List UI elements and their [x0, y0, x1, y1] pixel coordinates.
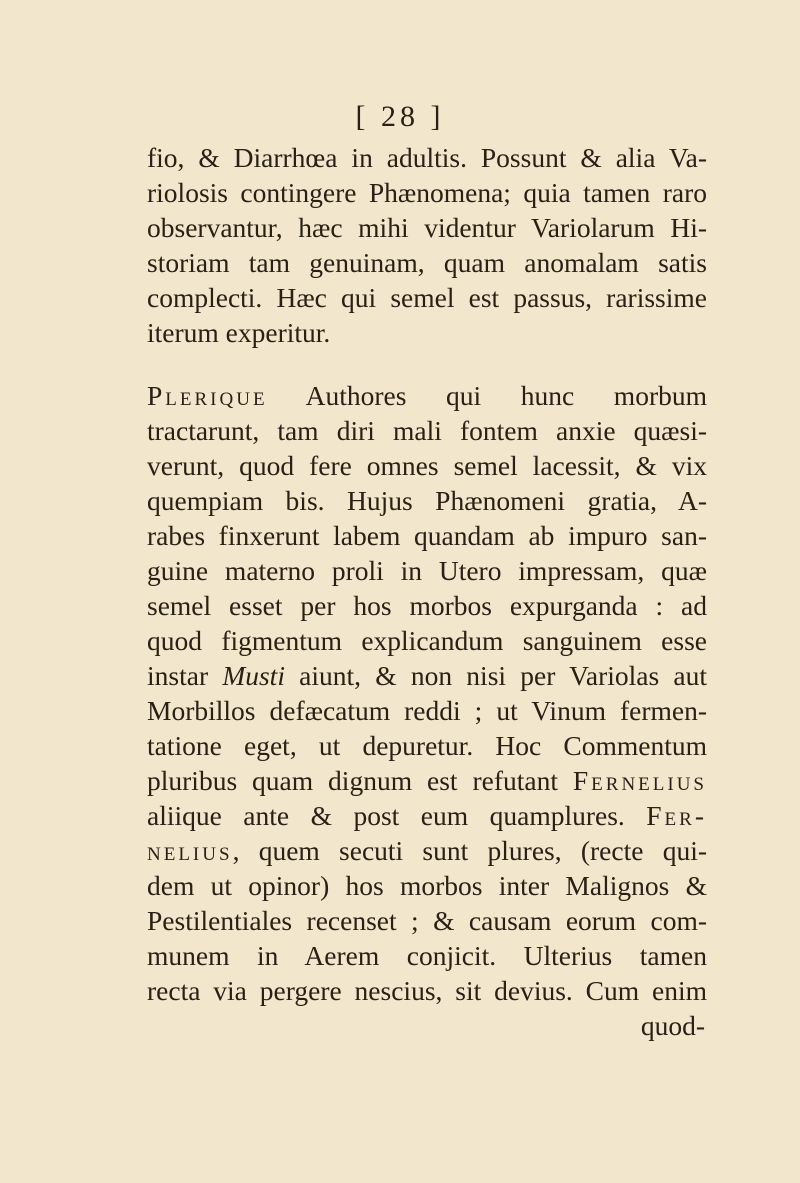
text-line [147, 623, 707, 658]
text-line [147, 658, 707, 693]
text-run: Morbillos defæcatum reddi ; ut Vinum fermen- [147, 695, 707, 726]
text-run: dem ut opinor) hos morbos inter Malignos & [147, 870, 707, 901]
small-caps-name: nelius [147, 835, 233, 866]
text-line [147, 798, 707, 833]
text-run: riolosis contingere Phænomena; quia tamen raro [147, 177, 707, 208]
text-line [147, 448, 707, 483]
text-line [147, 903, 707, 938]
text-run: fio, & Diarrhœa in adultis. Possunt & alia Va- [147, 142, 707, 173]
text-run: rabes finxerunt labem quandam ab impuro san- [147, 520, 707, 551]
text-run: quod figmentum explicandum sanguinem esse [147, 625, 707, 656]
text-line [147, 938, 707, 973]
text-run: , quem secuti sunt plures, (recte qui- [232, 835, 707, 866]
text-run: tractarunt, tam diri mali fontem anxie quæsi- [147, 415, 707, 446]
small-caps-name: Fernelius [572, 765, 707, 796]
text-run: complecti. Hæc qui semel est passus, rarissime [147, 282, 707, 313]
text-line [147, 973, 707, 1008]
paragraph-gap [147, 350, 707, 378]
text-line [147, 483, 707, 518]
text-line [147, 378, 707, 413]
text-run: pluribus quam dignum est refutant [147, 765, 573, 796]
italic-word: Musti [222, 660, 285, 691]
text-run: Pestilentiales recenset ; & causam eorum com- [147, 905, 707, 936]
text-run: instar [147, 660, 223, 691]
text-line [147, 315, 707, 350]
small-caps-name: Fer- [646, 800, 707, 831]
body-text [147, 140, 707, 1043]
text-line [147, 210, 707, 245]
text-run: aliique ante & post eum quamplures. [147, 800, 647, 831]
text-line [147, 553, 707, 588]
text-run: verunt, quod fere omnes semel lacessit, & vix [147, 450, 707, 481]
text-line [147, 140, 707, 175]
text-run: observantur, hæc mihi videntur Variolarum Hi- [147, 212, 707, 243]
text-run: iterum experitur. [147, 317, 331, 348]
text-line [147, 728, 707, 763]
text-run: storiam tam genuinam, quam anomalam satis [147, 247, 707, 278]
text-line [147, 763, 707, 798]
text-line [147, 693, 707, 728]
text-run: aiunt, & non nisi per Variolas aut [284, 660, 707, 691]
text-line [147, 588, 707, 623]
catchword: quod- [640, 1010, 705, 1041]
page-number: [ 28 ] [355, 100, 445, 133]
text-run: tatione eget, ut depuretur. Hoc Commentum [147, 730, 707, 761]
text-line [147, 833, 707, 868]
text-run: Authores qui hunc morbum [267, 380, 707, 411]
text-line [147, 175, 707, 210]
text-run: semel esset per hos morbos expurganda : ad [147, 590, 707, 621]
text-line [147, 518, 707, 553]
text-line [147, 413, 707, 448]
text-run: guine materno proli in Utero impressam, quæ [147, 555, 707, 586]
text-line [147, 245, 707, 280]
text-run: recta via pergere nescius, sit devius. Cum enim [147, 975, 707, 1006]
text-run: munem in Aerem conjicit. Ulterius tamen [147, 940, 707, 971]
text-line [147, 868, 707, 903]
text-run: quempiam bis. Hujus Phænomeni gratia, A- [147, 485, 707, 516]
small-caps-name: Plerique [147, 380, 268, 411]
text-line [147, 280, 707, 315]
